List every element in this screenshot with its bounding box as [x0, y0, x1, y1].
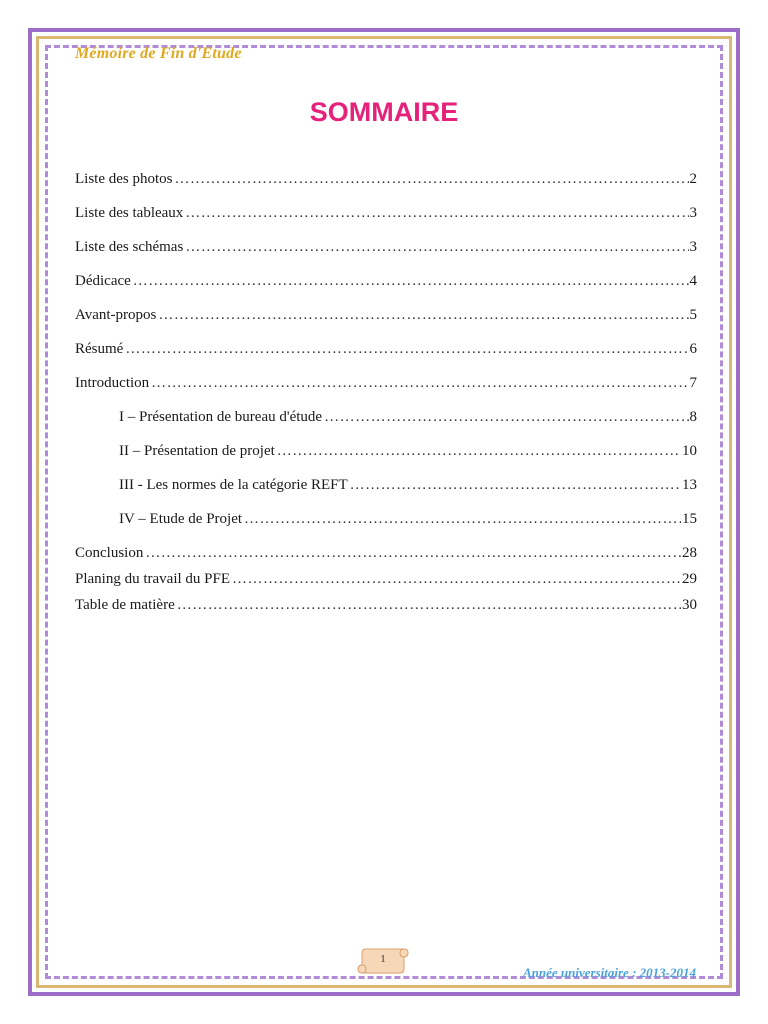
- toc-entry-page: 2: [689, 171, 697, 187]
- toc-entry-label: Conclusion: [75, 545, 144, 561]
- toc-entry-presentation-bureau[interactable]: [75, 406, 697, 440]
- toc-entry-page: 6: [689, 341, 697, 357]
- toc-entry-resume[interactable]: [75, 338, 697, 372]
- toc-entry-page: 13: [682, 477, 697, 493]
- toc-leader-dots: [350, 474, 681, 496]
- toc-entry-page: 29: [682, 571, 697, 587]
- toc-entry-page: 4: [689, 273, 697, 289]
- toc-entry-dedicace[interactable]: [75, 270, 697, 304]
- toc-entry-page: 15: [682, 511, 697, 527]
- footer-academic-year: Année universitaire : 2013-2014: [523, 965, 696, 980]
- header-title: Mémoire de Fin d'Etude: [75, 45, 242, 62]
- page-number: 1: [380, 953, 386, 965]
- toc-entry-liste-des-schemas[interactable]: [75, 236, 697, 270]
- toc-entry-label: I – Présentation de bureau d'étude: [119, 409, 323, 425]
- toc-entry-label: Introduction: [75, 375, 150, 391]
- toc-entry-table-de-matiere[interactable]: [75, 594, 697, 620]
- toc-leader-dots: [125, 338, 688, 360]
- toc-entry-page: 28: [682, 545, 697, 561]
- toc-entry-label: Liste des schémas: [75, 239, 184, 255]
- page-number-scroll-badge: [356, 947, 410, 975]
- toc-leader-dots: [177, 594, 681, 616]
- toc-leader-dots: [151, 372, 688, 394]
- toc-entry-page: 7: [689, 375, 697, 391]
- toc-entry-label: III - Les normes de la catégorie REFT: [119, 477, 348, 493]
- toc-entry-avant-propos[interactable]: [75, 304, 697, 338]
- toc-leader-dots: [324, 406, 688, 428]
- toc-entry-label: Liste des photos: [75, 171, 173, 187]
- toc-entry-label: Avant-propos: [75, 307, 157, 323]
- toc-entry-page: 3: [689, 239, 697, 255]
- toc-entry-liste-des-photos[interactable]: [75, 168, 697, 202]
- toc-leader-dots: [244, 508, 681, 530]
- toc-leader-dots: [232, 568, 681, 590]
- toc-entry-etude-projet[interactable]: [75, 508, 697, 542]
- toc-entry-label: II – Présentation de projet: [119, 443, 275, 459]
- toc-entry-page: 30: [682, 597, 697, 613]
- toc-leader-dots: [175, 168, 689, 190]
- toc-entry-label: Résumé: [75, 341, 124, 357]
- toc-leader-dots: [145, 542, 681, 564]
- toc-entry-introduction[interactable]: [75, 372, 697, 406]
- toc-entry-conclusion[interactable]: [75, 542, 697, 568]
- table-of-contents: [75, 168, 697, 620]
- toc-entry-page: 10: [682, 443, 697, 459]
- toc-entry-label: Dédicace: [75, 273, 131, 289]
- toc-entry-label: Planing du travail du PFE: [75, 571, 230, 587]
- toc-entry-planing-pfe[interactable]: [75, 568, 697, 594]
- page-title: SOMMAIRE: [309, 97, 459, 127]
- toc-leader-dots: [158, 304, 688, 326]
- toc-entry-normes-reft[interactable]: [75, 474, 697, 508]
- toc-entry-page: 3: [689, 205, 697, 221]
- toc-leader-dots: [133, 270, 689, 292]
- toc-entry-page: 8: [689, 409, 697, 425]
- toc-entry-presentation-projet[interactable]: [75, 440, 697, 474]
- toc-entry-label: Table de matière: [75, 597, 175, 613]
- toc-entry-label: IV – Etude de Projet: [119, 511, 243, 527]
- toc-leader-dots: [185, 202, 688, 224]
- toc-entry-label: Liste des tableaux: [75, 205, 184, 221]
- toc-leader-dots: [185, 236, 688, 258]
- toc-entry-liste-des-tableaux[interactable]: [75, 202, 697, 236]
- toc-entry-page: 5: [689, 307, 697, 323]
- toc-leader-dots: [277, 440, 681, 462]
